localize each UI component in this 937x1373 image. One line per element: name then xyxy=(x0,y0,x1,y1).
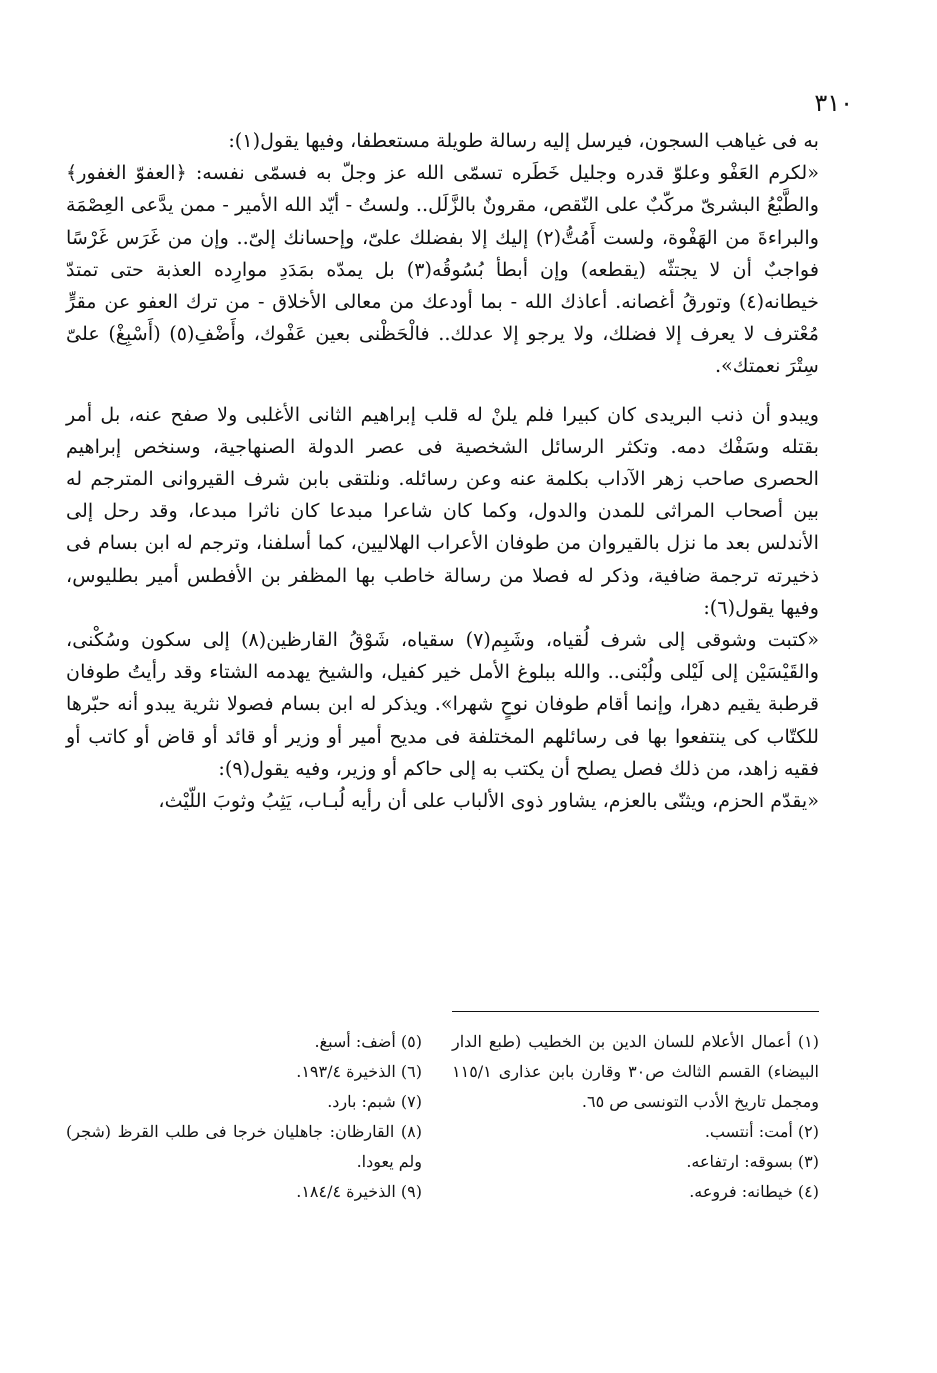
paragraph-quote-letter: «لكرم العَفْو وعلوّ قدره وجليل خَطَره تسمّى الله عز وجلّ به فسمّى نفسه: ﴿العفوّ الغفور﴾ والطَّبْعُ البشرىّ مركّبٌ على النّقص، مقرونٌ بالزَّلَل.. ولستُ - أيّد الله الأمير - ممن يدَّعى العِصْمَة والبراءةَ من الهَفْوة، ولست أَمُتُّ(٢) إليك إلا بفضلك علىّ، وإحسانك إلىّ.. وإن من غَرَس غَرْسًا فواجبٌ أن لا يجتثّه (يقطعه) وإن أبطأ بُسُوقُه(٣) بل يمدّه بمَدَدِ موارِده العذبة حتى تمتدّ خيطانه(٤) وتورقُ أغصانه. أعاذك الله - بما أودعك من معالى الأخلاق - من ترك العفو عن مقرٍّ مُعْترف لا يعرف إلا فضلك، ولا يرجو إلا عدلك.. فالْحَظْنى بعين عَفْوك، وأَضْفِ(٥) (أَسْبِغْ) علىّ سِتْرَ نعمتك». xyxy=(66,161,819,378)
footnote-7: (٧) شبم: بارد. xyxy=(327,1092,422,1111)
footnote-8: (٨) القارظان: جاهليان خرجا فى طلب القرظ (شجر) ولم يعودا. xyxy=(66,1122,422,1171)
footnotes-column-left xyxy=(66,1027,422,1207)
paragraph-quote-hazm: «يقدّم الحزم، ويثنّى بالعزم، يشاور ذوى الألباب على أن رأيه لُبـاب، يَثِبُ وثوبَ اللّيْث، xyxy=(158,789,819,813)
footnote-9: (٩) الذخيرة ١٨٤/٤. xyxy=(296,1182,422,1201)
footnote-1: (١) أعمال الأعلام للسان الدين بن الخطيب (طبع الدار البيضاء) القسم الثالث ص٣٠ وقارن بابن عذارى ١١٥/١ ومجمل تاريخ الأدب التونسى ص ٦٥. xyxy=(452,1032,820,1111)
paragraph-intro: به فى غياهب السجون، فيرسل إليه رسالة طويلة مستعطفا، وفيها يقول(١): xyxy=(228,129,819,152)
footnote-3: (٣) بسوقه: ارتفاعه. xyxy=(686,1152,819,1171)
page-number: ٣١٠ xyxy=(814,89,853,117)
footnote-6: (٦) الذخيرة ١٩٣/٤. xyxy=(296,1062,422,1081)
footnote-2: (٢) أمت: أنتسب. xyxy=(704,1122,819,1141)
main-text xyxy=(66,125,819,817)
footnote-4: (٤) خيطانه: فروعه. xyxy=(689,1182,819,1201)
paragraph-ibn-sharaf: ويبدو أن ذنب البريدى كان كبيرا فلم يلنْ له قلب إبراهيم الثانى الأغلبى ولا صفح عنه، بل أمر بقتله وسَفْك دمه. وتكثر الرسائل الشخصية فى عصر الدولة الصنهاجية، وسنخص إبراهيم الحصرى صاحب زهر الآداب بكلمة عنه وعن رسائله. ونلتقى بابن شرف القيروانى المترجم له بين أصحاب المراثى للمدن والدول، وكما كان شاعرا مبدعا كان ناثرا مبدعا، وقد رحل إلى الأندلس بعد ما نزل بالقيروان من طوفان الأعراب الهلاليين، كما أسلفنا، وترجم له ابن بسام فى ذخيرته ترجمة ضافية، وذكر له فصلا من رسالة خاطب بها المظفر بن الأفطس أمير بطليوس، وفيها يقول(٦): xyxy=(66,402,819,619)
footnote-5: (٥) أضف: أسبغ. xyxy=(314,1032,422,1051)
paragraph-quote-qurtuba: «كتبت وشوقى إلى شرف لُقياه، وشَبِم(٧) سقياه، شَوْقُ القارظين(٨) إلى سكون وسُكْنى، والقَيْسَيْن إلى لَيْلى ولُبْنى.. والله ببلوغ الأمل خير كفيل، والشيخ يهدمه الشتاء وقد رأيتُ طوفان قرطبة يقيم دهرا، وإنما أقام طوفان نوحٍ شهرا». ويذكر له ابن بسام فصولا نثرية يبدو أنه حبّرها للكتّاب كى ينتفعوا بها فى رسائلهم المختلفة فى مديح أمير أو وزير أو قائد أو قاض أو كاتب أو فقيه زاهد، من ذلك فصل يصلح أن يكتب به إلى حاكم أو وزير، وفيه يقول(٩): xyxy=(66,628,819,780)
footnotes-column-right xyxy=(452,1027,819,1207)
footnote-divider xyxy=(452,1011,819,1012)
